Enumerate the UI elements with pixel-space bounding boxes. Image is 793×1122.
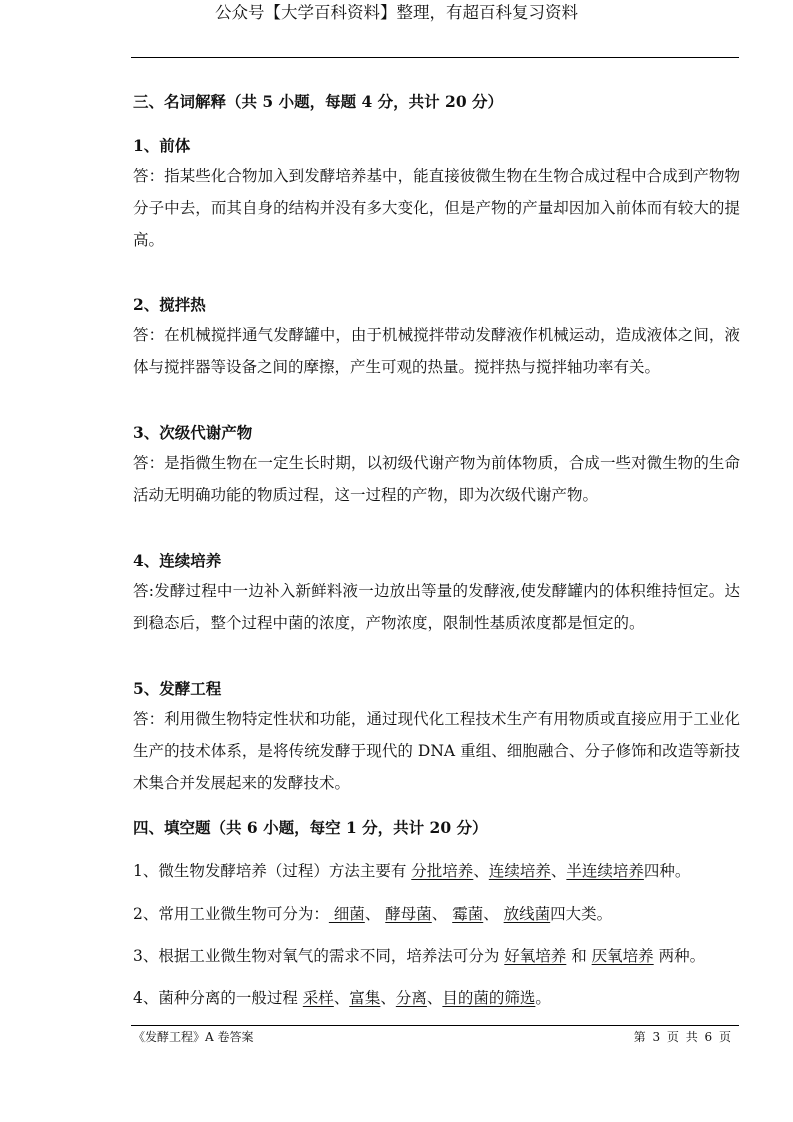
term-4-title: 4、连续培养 — [133, 551, 222, 570]
q1-sep-1: 、 — [473, 862, 489, 880]
term-3-title: 3、次级代谢产物 — [133, 423, 253, 442]
q2-sep-1: 、 — [364, 905, 386, 923]
term-1-answer: 答：指某些化合物加入到发酵培养基中，能直接彼微生物在生物合成过程中合成到产物物分子中去，而其自身的结构并没有多大变化，但是产物的产量却因加入前体而有较大的提高。 — [133, 167, 740, 249]
q2-blank-3: 霉菌 — [452, 905, 484, 923]
q4-prefix: 4、菌种分离的一般过程 — [133, 989, 303, 1007]
term-4-answer: 答:发酵过程中一边补入新鲜料液一边放出等量的发酵液,使发酵罐内的体积维持恒定。达到稳态后，整个过程中菌的浓度，产物浓度，限制性基质浓度都是恒定的。 — [133, 582, 740, 632]
q4-sep-2: 、 — [380, 989, 396, 1007]
q2-blank-1: 细菌 — [328, 905, 365, 923]
q4-blank-3: 分离 — [395, 989, 427, 1007]
q1-blank-3: 半连续培养 — [566, 862, 644, 880]
term-2-answer: 答：在机械搅拌通气发酵罐中，由于机械搅拌带动发酵液作机械运动，造成液体之间，液体与搅拌器等设备之间的摩擦，产生可观的热量。搅拌热与搅拌轴功率有关。 — [133, 326, 740, 376]
q2-sep-3: 、 — [483, 905, 504, 923]
q1-prefix: 1、微生物发酵培养（过程）方法主要有 — [133, 862, 412, 880]
section-4-title: 四、填空题（共 6 小题，每空 1 分，共计 20 分） — [133, 818, 488, 837]
q4-sep-1: 、 — [333, 989, 350, 1007]
footer-course-label: 《发酵工程》A 卷答案 — [133, 1030, 254, 1044]
fill-question-1 — [133, 861, 690, 881]
q1-sep-2: 、 — [550, 862, 567, 880]
q4-blank-4: 目的菌的筛选 — [442, 989, 536, 1007]
q4-sep-3: 、 — [426, 989, 443, 1007]
term-5-answer: 答：利用微生物特定性状和功能，通过现代化工程技术生产有用物质或直接应用于工业化生产的技术体系，是将传统发酵于现代的 DNA 重组、细胞融合、分子修饰和改造等新技术集合并发展起来的发酵技术。 — [133, 710, 740, 792]
q3-mid: 和 — [566, 947, 592, 965]
q4-suffix: 。 — [535, 989, 551, 1007]
term-5-title: 5、发酵工程 — [133, 679, 222, 698]
q1-blank-2: 连续培养 — [488, 862, 551, 880]
q3-prefix: 3、根据工业微生物对氧气的需求不同，培养法可分为 — [133, 947, 505, 965]
q2-sep-2: 、 — [431, 905, 453, 923]
section-3-title: 三、名词解释（共 5 小题，每题 4 分，共计 20 分） — [133, 92, 504, 111]
footer-page-number: 第 3 页 共 6 页 — [633, 1030, 731, 1044]
q3-blank-2: 厌氧培养 — [591, 947, 654, 965]
term-2-title: 2、搅拌热 — [133, 295, 206, 314]
q3-blank-1: 好氧培养 — [504, 947, 567, 965]
fill-question-4 — [133, 988, 551, 1008]
q1-blank-1: 分批培养 — [411, 862, 474, 880]
q2-blank-2: 酵母菌 — [385, 905, 432, 923]
term-1-title: 1、前体 — [133, 136, 191, 155]
page-header-text: 公众号【大学百科资料】整理，有超百科复习资料 — [215, 3, 578, 22]
header-divider — [131, 57, 739, 58]
q2-suffix: 四大类。 — [550, 905, 613, 923]
q2-prefix: 2、常用工业微生物可分为： — [133, 905, 329, 923]
fill-question-3 — [133, 946, 705, 966]
term-3-answer: 答：是指微生物在一定生长时期，以初级代谢产物为前体物质，合成一些对微生物的生命活动无明确功能的物质过程，这一过程的产物，即为次级代谢产物。 — [133, 454, 740, 504]
footer-divider — [131, 1025, 739, 1026]
q2-blank-4: 放线菌 — [503, 905, 551, 923]
q4-blank-1: 采样 — [302, 989, 334, 1007]
q1-suffix: 四种。 — [643, 862, 691, 880]
fill-question-2 — [133, 904, 612, 924]
q4-blank-2: 富集 — [349, 989, 381, 1007]
q3-suffix: 两种。 — [653, 947, 706, 965]
